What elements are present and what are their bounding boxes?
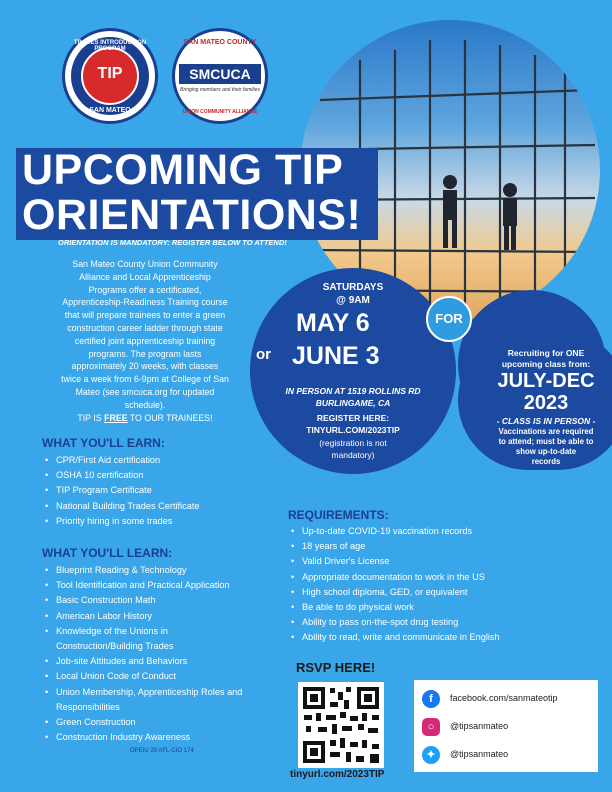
union-label: OPEIU 29 AFL-CIO 174 xyxy=(130,748,194,754)
learn-item: • Tool Identification and Practical Application xyxy=(42,578,292,593)
requirement-item: • High school diploma, GED, or equivalent xyxy=(288,585,588,600)
intro-line: Apprenticeship-Readiness Training course xyxy=(62,297,228,308)
address-line-1: IN PERSON AT 1519 ROLLINS RD xyxy=(285,386,421,396)
earn-item: • TIP Program Certificate xyxy=(42,483,272,498)
vaccination-note-4: records xyxy=(531,457,561,466)
intro-line: certified joint apprenticeship training xyxy=(74,335,216,346)
requirement-item: • 18 years of age xyxy=(288,539,588,554)
recruit-period-2: 2023 xyxy=(523,392,569,414)
learn-item: Construction/Building Trades xyxy=(56,641,174,652)
requirements-section xyxy=(288,508,588,646)
mandatory-notice: ORIENTATION IS MANDATORY: REGISTER BELOW TO ATTEND! xyxy=(58,238,287,247)
recruiting-text xyxy=(462,348,612,467)
learn-section xyxy=(42,546,292,745)
learn-item: • Job-site Attitudes and Behaviors xyxy=(42,654,292,669)
requirement-item: • Ability to pass on-the-spot drug testing xyxy=(288,615,588,630)
social-twitter[interactable] xyxy=(422,744,508,764)
twitter-icon: ✦ xyxy=(422,746,440,764)
intro-line: Programs offer a certificated, xyxy=(88,284,202,295)
twitter-text: @tipsanmateo xyxy=(450,749,509,759)
requirement-item: • Ability to read, write and communicate in English xyxy=(288,630,588,645)
tip-logo-center: TIP xyxy=(97,65,123,82)
facebook-text: facebook.com/sanmateotip xyxy=(450,693,558,703)
recruit-line-2: upcoming class from: xyxy=(501,359,591,369)
earn-heading: WHAT YOU'LL EARN: xyxy=(42,436,165,450)
vaccination-note-3: show up-to-date xyxy=(515,447,577,456)
earn-item: • Priority hiring in some trades xyxy=(42,514,272,529)
saturdays-label: SATURDAYS xyxy=(322,282,384,293)
earn-item: • OSHA 10 certification xyxy=(42,468,272,483)
recruit-line-1: Recruiting for ONE xyxy=(507,348,585,358)
free-suffix: TO OUR TRAINEES! xyxy=(127,412,213,423)
registration-note-1: (registration is not xyxy=(319,438,387,448)
free-word: FREE xyxy=(104,412,128,423)
register-label: REGISTER HERE: xyxy=(316,413,390,423)
title-line-2: ORIENTATIONS! xyxy=(22,191,362,239)
date-may: MAY 6 xyxy=(296,309,370,337)
intro-line: approximately 20 weeks, with classes xyxy=(71,361,219,372)
date-june: JUNE 3 xyxy=(292,342,380,370)
registration-note-2: mandatory) xyxy=(331,450,375,460)
smcuca-logo xyxy=(172,28,268,124)
requirement-item: • Valid Driver's License xyxy=(288,554,588,569)
rsvp-label: RSVP HERE! xyxy=(296,660,376,675)
rsvp-url[interactable]: tinyurl.com/2023TIP xyxy=(290,769,385,780)
requirement-item: • Appropriate documentation to work in the US xyxy=(288,570,588,585)
free-prefix: TIP IS xyxy=(77,412,105,423)
orientation-dates-circle xyxy=(250,268,456,474)
register-link[interactable]: TINYURL.COM/2023TIP xyxy=(306,425,400,435)
social-links-box xyxy=(414,680,598,772)
tip-logo xyxy=(62,28,158,124)
learn-item: Responsibilities xyxy=(56,701,120,712)
smcuca-logo-arc-top: SAN MATEO COUNTY xyxy=(183,39,257,46)
intro-line: Alliance and Local Apprenticeship xyxy=(79,271,211,282)
intro-line: construction career ladder through state xyxy=(67,322,223,333)
intro-line: Mateo (see smcuca.org for updated xyxy=(75,386,215,397)
learn-item: • Knowledge of the Unions in xyxy=(42,624,292,639)
earn-item: • CPR/First Aid certification xyxy=(42,453,272,468)
intro-line: programs. The program lasts xyxy=(88,348,202,359)
time-label: @ 9AM xyxy=(336,295,370,306)
requirement-item: • Up-to-date COVID-19 vaccination records xyxy=(288,524,588,539)
tip-logo-arc-bottom: SAN MATEO xyxy=(89,107,131,114)
title-line-1: UPCOMING TIP xyxy=(22,146,344,194)
recruit-period-1: JULY-DEC xyxy=(497,370,595,392)
earn-list xyxy=(42,453,272,529)
for-badge: FOR xyxy=(426,296,472,342)
earn-item: • National Building Trades Certificate xyxy=(42,499,272,514)
facebook-icon: f xyxy=(422,690,440,708)
requirements-list xyxy=(288,524,588,646)
social-instagram[interactable] xyxy=(422,716,508,736)
vaccination-note-1: Vaccinations are required xyxy=(498,427,594,436)
intro-line: San Mateo County Union Community xyxy=(72,259,218,269)
intro-paragraph xyxy=(38,258,252,424)
learn-item: • Green Construction xyxy=(42,715,292,730)
intro-line: twice a week from 6-9pm at College of San xyxy=(61,374,229,385)
instagram-icon: ○ xyxy=(422,718,440,736)
instagram-text: @tipsanmateo xyxy=(450,721,509,731)
free-line xyxy=(38,412,252,425)
class-in-person-note: - CLASS IS IN PERSON - xyxy=(496,416,596,426)
tip-logo-arc-top: TRADES INTRODUCTION PROGRAM xyxy=(73,40,147,52)
qr-code-icon xyxy=(298,682,384,768)
intro-line: schedule). xyxy=(124,399,166,410)
requirement-item: • Be able to do physical work xyxy=(288,600,588,615)
address-line-2: BURLINGAME, CA xyxy=(315,398,391,408)
learn-item: • Construction Industry Awareness xyxy=(42,730,292,745)
learn-item: • Local Union Code of Conduct xyxy=(42,669,292,684)
learn-list xyxy=(42,563,292,745)
qr-code[interactable] xyxy=(298,682,384,768)
smcuca-logo-arc-bottom: UNION COMMUNITY ALLIANCE xyxy=(182,109,258,115)
smcuca-logo-tagline: Bringing members and their families xyxy=(180,87,260,93)
learn-item: • Union Membership, Apprenticeship Roles and xyxy=(42,685,292,700)
page-title xyxy=(22,148,394,238)
social-facebook[interactable] xyxy=(422,688,558,708)
learn-item: • American Labor History xyxy=(42,609,292,624)
earn-section xyxy=(42,436,272,529)
vaccination-note-2: to attend; must be able to xyxy=(498,437,594,446)
learn-item: • Blueprint Reading & Technology xyxy=(42,563,292,578)
smcuca-logo-center: SMCUCA xyxy=(179,64,261,84)
learn-item: • Basic Construction Math xyxy=(42,593,292,608)
intro-line: that will prepare trainees to enter a green xyxy=(64,310,226,321)
learn-heading: WHAT YOU'LL LEARN: xyxy=(42,546,173,560)
or-label: or xyxy=(256,346,271,363)
requirements-heading: REQUIREMENTS: xyxy=(288,508,389,522)
